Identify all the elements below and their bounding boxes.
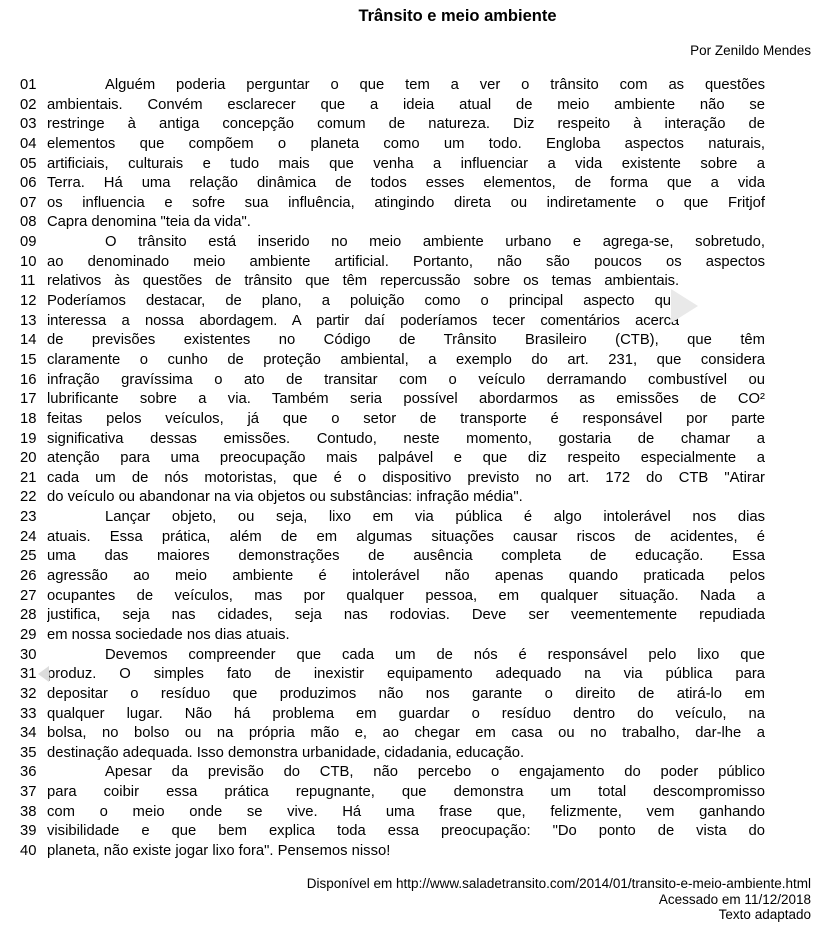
line-number: 34 xyxy=(20,725,37,742)
line-number: 21 xyxy=(20,469,37,486)
line-text: claramente o cunho de proteção ambiental, a exemplo do art. 231, que considera xyxy=(47,351,765,368)
text-line xyxy=(0,155,817,175)
line-text: relativos às questões de trânsito que têm repercussão sobre os temas ambientais. xyxy=(47,273,679,290)
line-number: 20 xyxy=(20,450,37,467)
line-number: 02 xyxy=(20,96,37,113)
line-number: 33 xyxy=(20,705,37,722)
text-line xyxy=(0,842,817,862)
line-text: O trânsito está inserido no meio ambiente urbano e agrega-se, sobretudo, xyxy=(105,234,765,251)
line-number: 23 xyxy=(20,509,37,526)
text-line xyxy=(0,783,817,803)
line-number: 19 xyxy=(20,430,37,447)
text-line xyxy=(0,508,817,528)
line-number: 11 xyxy=(20,273,36,290)
line-number: 09 xyxy=(20,234,37,251)
scroll-right-arrow-icon[interactable] xyxy=(671,289,698,323)
text-line xyxy=(0,253,817,273)
line-text: atuais. Essa prática, além de em algumas situações causar riscos de acidentes, é xyxy=(47,528,765,545)
line-text: elementos que compõem o planeta como um todo. Engloba aspectos naturais, xyxy=(47,135,765,152)
text-line xyxy=(0,646,817,666)
line-text: Devemos compreender que cada um de nós é responsável pelo lixo que xyxy=(105,646,765,663)
line-number: 22 xyxy=(20,489,37,506)
line-number: 01 xyxy=(20,77,37,93)
line-number: 28 xyxy=(20,607,37,624)
text-line xyxy=(0,76,817,96)
text-line xyxy=(0,567,817,587)
line-text: lubrificante sobre a via. Também seria possível abordarmos as emissões de CO² xyxy=(47,391,765,408)
line-number: 05 xyxy=(20,155,37,172)
line-text: Capra denomina "teia da vida". xyxy=(47,214,251,231)
line-text: Alguém poderia perguntar o que tem a ver o trânsito com as questões xyxy=(105,77,765,93)
text-line xyxy=(0,213,817,233)
line-number: 35 xyxy=(20,744,37,761)
line-text: Poderíamos destacar, de plano, a poluição como o principal aspecto que xyxy=(47,293,679,310)
scroll-left-arrow-icon[interactable] xyxy=(38,666,49,682)
line-text: justifica, seja nas cidades, seja nas rodovias. Deve ser veementemente repudiada xyxy=(47,607,765,624)
line-number: 06 xyxy=(20,175,37,192)
text-line xyxy=(0,724,817,744)
line-text: em nossa sociedade nos dias atuais. xyxy=(47,626,290,643)
source-note xyxy=(307,876,811,923)
text-line xyxy=(0,528,817,548)
line-text: destinação adequada. Isso demonstra urbanidade, cidadania, educação. xyxy=(47,744,525,761)
text-line xyxy=(0,547,817,567)
line-text: visibilidade e que bem explica toda essa preocupação: "Do ponto de vista do xyxy=(47,823,765,840)
line-number: 24 xyxy=(20,528,37,545)
line-number: 16 xyxy=(20,371,37,388)
line-text: artificiais, culturais e tudo mais que venha a influenciar a vida existente sobre a xyxy=(47,155,765,172)
text-lines xyxy=(0,76,817,862)
text-line xyxy=(0,705,817,725)
line-number: 40 xyxy=(20,842,37,859)
page-title: Trânsito e meio ambiente xyxy=(358,7,557,25)
text-line xyxy=(0,606,817,626)
line-text: feitas pelos veículos, já que o setor de transporte é responsável por parte xyxy=(47,410,765,427)
text-line xyxy=(0,135,817,155)
line-number: 30 xyxy=(20,646,37,663)
text-line xyxy=(0,194,817,214)
line-number: 37 xyxy=(20,784,37,801)
line-number: 36 xyxy=(20,764,37,781)
line-number: 32 xyxy=(20,685,37,702)
text-line xyxy=(0,331,817,351)
text-line xyxy=(0,803,817,823)
source-url: Disponível em http://www.saladetransito.com/2014/01/transito-e-meio-ambiente.html xyxy=(306,876,811,891)
text-line xyxy=(0,390,817,410)
line-text: infração gravíssima o ato de transitar com o veículo derramando combustível ou xyxy=(47,371,765,388)
line-number: 12 xyxy=(20,293,37,310)
line-number: 25 xyxy=(20,548,37,565)
line-number: 08 xyxy=(20,214,37,231)
text-line xyxy=(0,410,817,430)
line-text: cada um de nós motoristas, que é o dispositivo previsto no art. 172 do CTB "Atirar xyxy=(47,469,765,486)
line-text: significativa dessas emissões. Contudo, neste momento, gostaria de chamar a xyxy=(47,430,765,447)
line-number: 10 xyxy=(20,253,37,270)
line-text: restringe à antiga concepção comum de natureza. Diz respeito à interação de xyxy=(47,116,765,133)
line-number: 26 xyxy=(20,568,37,585)
line-text: depositar o resíduo que produzimos não nos garante o direito de atirá-lo em xyxy=(47,685,765,702)
line-text: atenção para uma preocupação mais palpável e que diz respeito especialmente a xyxy=(47,450,765,467)
text-line xyxy=(0,626,817,646)
line-text: com o meio onde se vive. Há uma frase que, felizmente, vem ganhando xyxy=(47,803,765,820)
text-line xyxy=(0,587,817,607)
line-text: agressão ao meio ambiente é intolerável não apenas quando praticada pelos xyxy=(47,568,765,585)
line-text: do veículo ou abandonar na via objetos ou substâncias: infração média". xyxy=(47,489,523,506)
line-number: 17 xyxy=(20,391,37,408)
line-text: para coibir essa prática repugnante, que demonstra um total descompromisso xyxy=(47,784,765,801)
text-line xyxy=(0,822,817,842)
text-line xyxy=(0,449,817,469)
text-line xyxy=(0,371,817,391)
line-text: ocupantes de veículos, mas por qualquer pessoa, em qualquer situação. Nada a xyxy=(47,587,765,604)
line-number: 29 xyxy=(20,626,37,643)
line-number: 13 xyxy=(20,312,37,329)
text-line xyxy=(0,488,817,508)
line-number: 14 xyxy=(20,332,37,349)
text-line xyxy=(0,115,817,135)
line-number: 18 xyxy=(20,410,37,427)
line-number: 04 xyxy=(20,135,37,152)
line-text: qualquer lugar. Não há problema em guardar o resíduo dentro do veículo, na xyxy=(47,705,765,722)
text-line xyxy=(0,469,817,489)
line-text: produz. O simples fato de inexistir equipamento adequado na via pública para xyxy=(47,666,765,683)
text-line xyxy=(0,665,817,685)
text-line xyxy=(0,96,817,116)
byline: Por Zenildo Mendes xyxy=(690,43,811,58)
line-number: 07 xyxy=(20,194,37,211)
source-accessed: Acessado em 11/12/2018 xyxy=(658,891,811,907)
line-text: uma das maiores demonstrações de ausência completa de educação. Essa xyxy=(47,548,765,565)
line-text: Lançar objeto, ou seja, lixo em via pública é algo intolerável nos dias xyxy=(105,509,765,526)
text-line xyxy=(0,351,817,371)
text-line xyxy=(0,763,817,783)
text-line xyxy=(0,744,817,764)
line-text: Terra. Há uma relação dinâmica de todos esses elementos, de forma que a vida xyxy=(47,175,765,192)
text-line xyxy=(0,233,817,253)
line-text: ao denominado meio ambiente artificial. Portanto, não são poucos os aspectos xyxy=(47,253,765,270)
line-number: 38 xyxy=(20,803,37,820)
text-line xyxy=(0,430,817,450)
line-number: 15 xyxy=(20,351,37,368)
line-text: planeta, não existe jogar lixo fora". Pensemos nisso! xyxy=(47,842,391,859)
text-line xyxy=(0,174,817,194)
line-number: 31 xyxy=(20,666,37,683)
line-number: 03 xyxy=(20,116,37,133)
line-number: 39 xyxy=(20,823,37,840)
source-adapted: Texto adaptado xyxy=(718,907,811,923)
line-text: bolsa, no bolso ou na própria mão e, ao chegar em casa ou no trabalho, dar-lhe a xyxy=(47,725,765,742)
line-number: 27 xyxy=(20,587,37,604)
line-text: de previsões existentes no Código de Trânsito Brasileiro (CTB), que têm xyxy=(47,332,765,349)
line-text: os influencia e sofre sua influência, atingindo direta ou indiretamente o que Fritjof xyxy=(47,194,765,211)
text-line xyxy=(0,685,817,705)
line-text: Apesar da previsão do CTB, não percebo o engajamento do poder público xyxy=(105,764,765,781)
line-text: interessa a nossa abordagem. A partir daí poderíamos tecer comentários acerca xyxy=(47,312,679,329)
line-text: ambientais. Convém esclarecer que a ideia atual de meio ambiente não se xyxy=(47,96,765,113)
